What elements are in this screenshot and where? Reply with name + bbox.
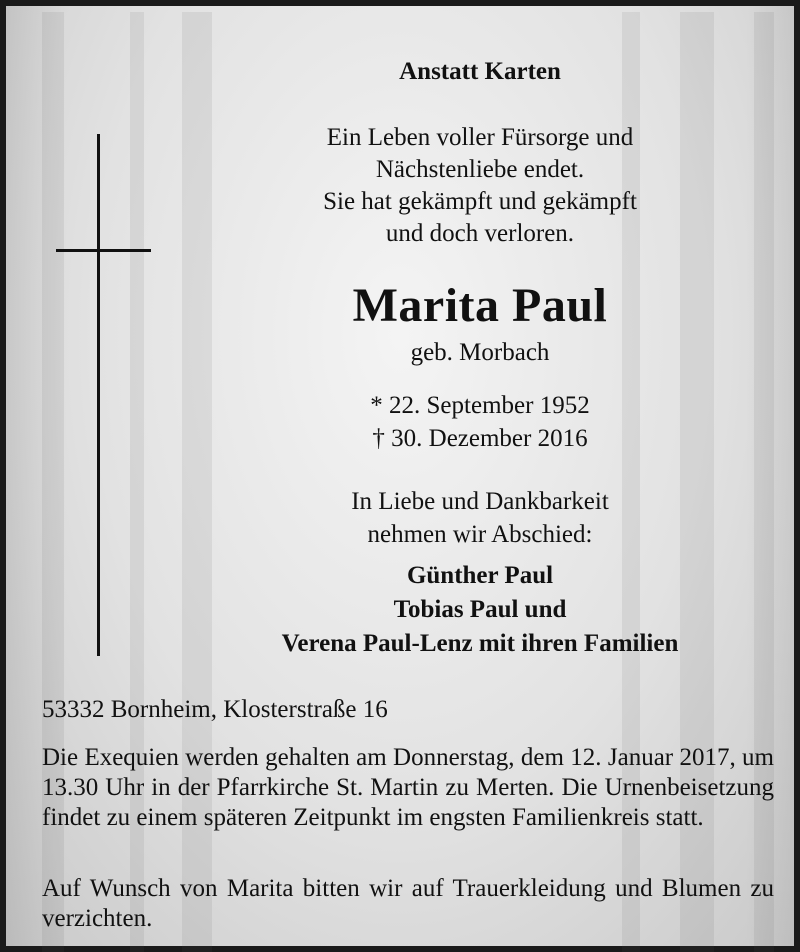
cross-icon-bar [56,249,151,252]
poem-line: Nächstenliebe endet. [375,156,585,183]
mourner: Tobias Paul und [393,596,567,623]
mourner: Verena Paul-Lenz mit ihren Familien [281,630,679,657]
poem-line: und doch verloren. [385,220,575,247]
poem-line: Ein Leben voller Fürsorge und [326,124,634,151]
service-details: Die Exequien werden gehalten am Donnerstag, dem 12. Januar 2017, um 13.30 Uhr in der Pfarrkirche St. Martin zu Merten. Die Urnenbeisetzung findet zu einem späteren Zeitpunkt im engsten Familienkreis statt. [42,744,774,831]
farewell-text [206,486,754,551]
mourners-list [156,559,800,661]
farewell-line: In Liebe und Dankbarkeit [351,488,609,515]
poem-line: Sie hat gekämpft und gekämpft [323,188,637,215]
address: 53332 Bornheim, Klosterstraße 16 [42,696,388,723]
birth-date: * 22. September 1952 [370,392,590,419]
deceased-name: Marita Paul [352,279,608,332]
life-dates [206,390,754,455]
farewell-line: nehmen wir Abschied: [367,520,593,548]
request-note: Auf Wunsch von Marita bitten wir auf Trauerkleidung und Blumen zu verzichten. [42,875,774,932]
birth-name: geb. Morbach [410,339,550,366]
death-date: † 30. Dezember 2016 [372,424,588,452]
notice-heading: Anstatt Karten [399,58,561,85]
poem [206,122,754,250]
mourner: Günther Paul [406,562,554,589]
cross-icon [97,134,100,656]
